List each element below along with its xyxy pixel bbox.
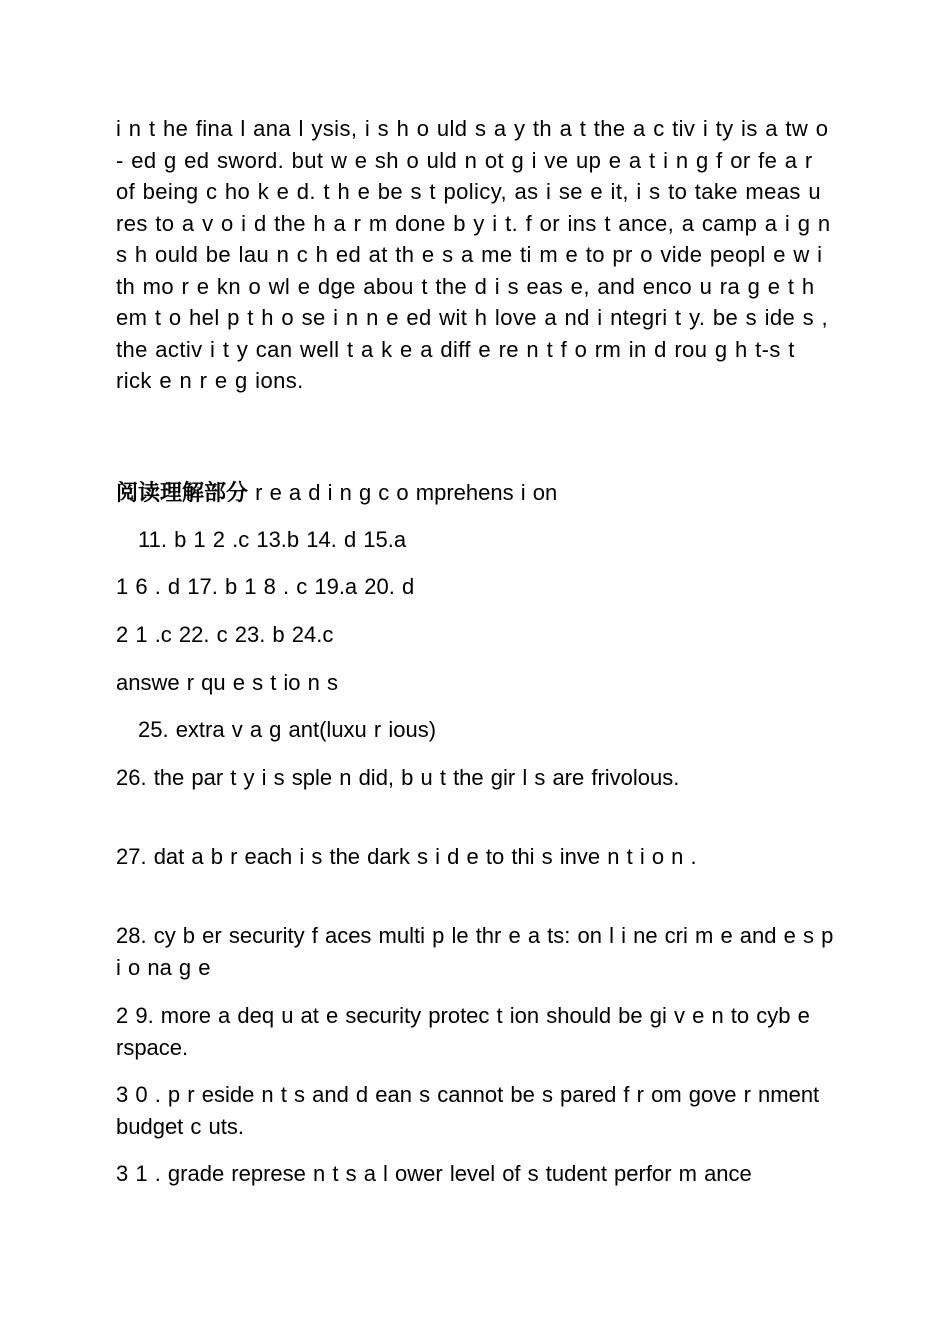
reading-comprehension-heading	[116, 477, 836, 510]
answer-row-16-20: 1 6 . d 17. b 1 8 . c 19.a 20. d	[116, 574, 415, 599]
question-25-answer: 25. extra v a g ant(luxu r ious)	[138, 717, 437, 742]
answer-row-21-24: 2 1 .c 22. c 23. b 24.c	[116, 622, 334, 647]
question-26-answer: 26. the par t y i s sple n did, b u t the gir l s are frivolous.	[116, 765, 680, 790]
question-27-answer: 27. dat a b r each i s the dark s i d e to thi s inve n t i o n .	[116, 844, 697, 869]
reading-heading-chinese: 阅读理解部分	[116, 481, 249, 506]
answer-row-11-15: 11. b 1 2 .c 13.b 14. d 15.a	[138, 527, 407, 552]
answer-questions-heading: answe r qu e s t io n s	[116, 670, 338, 695]
question-28-answer: 28. cy b er security f aces multi p le thr e a ts: on l i ne cri m e and e s p i o na g e	[116, 923, 834, 980]
essay-paragraph: i n t he fina l ana l ysis, i s h o uld s a y th a t the a c tiv i ty is a tw o - ed g ed sword. but w e sh o uld n ot g i ve up e a t i n g f or fe a r of being c ho k e d. t h e be s t policy, as i se e it, i s to take meas u res to a v o i d the h a r m done b y i t. f or ins t ance, a camp a i g n s h ould be lau n c h ed at th e s a me ti m e to pr o vide peopl e w i th mo r e kn o wl e dge abou t the d i s eas e, and enco u ra g e t h em t o hel p t h o se i n n e ed wit h love a nd i ntegri t y. be s ide s , the activ i t y can well t a k e a diff e re n t f o rm in d rou g h t-s t rick e n r e g ions.	[116, 116, 831, 393]
reading-heading-english: r e a d i n g c o mprehens i on	[248, 480, 558, 505]
question-30-answer: 3 0 . p r eside n t s and d ean s cannot be s pared f r om gove r nment budget c uts.	[116, 1082, 820, 1139]
question-29-answer: 2 9. more a deq u at e security protec t ion should be gi v e n to cyb e rspace.	[116, 1003, 810, 1060]
question-31-answer: 3 1 . grade represe n t s a l ower level of s tudent perfor m ance	[116, 1161, 752, 1186]
